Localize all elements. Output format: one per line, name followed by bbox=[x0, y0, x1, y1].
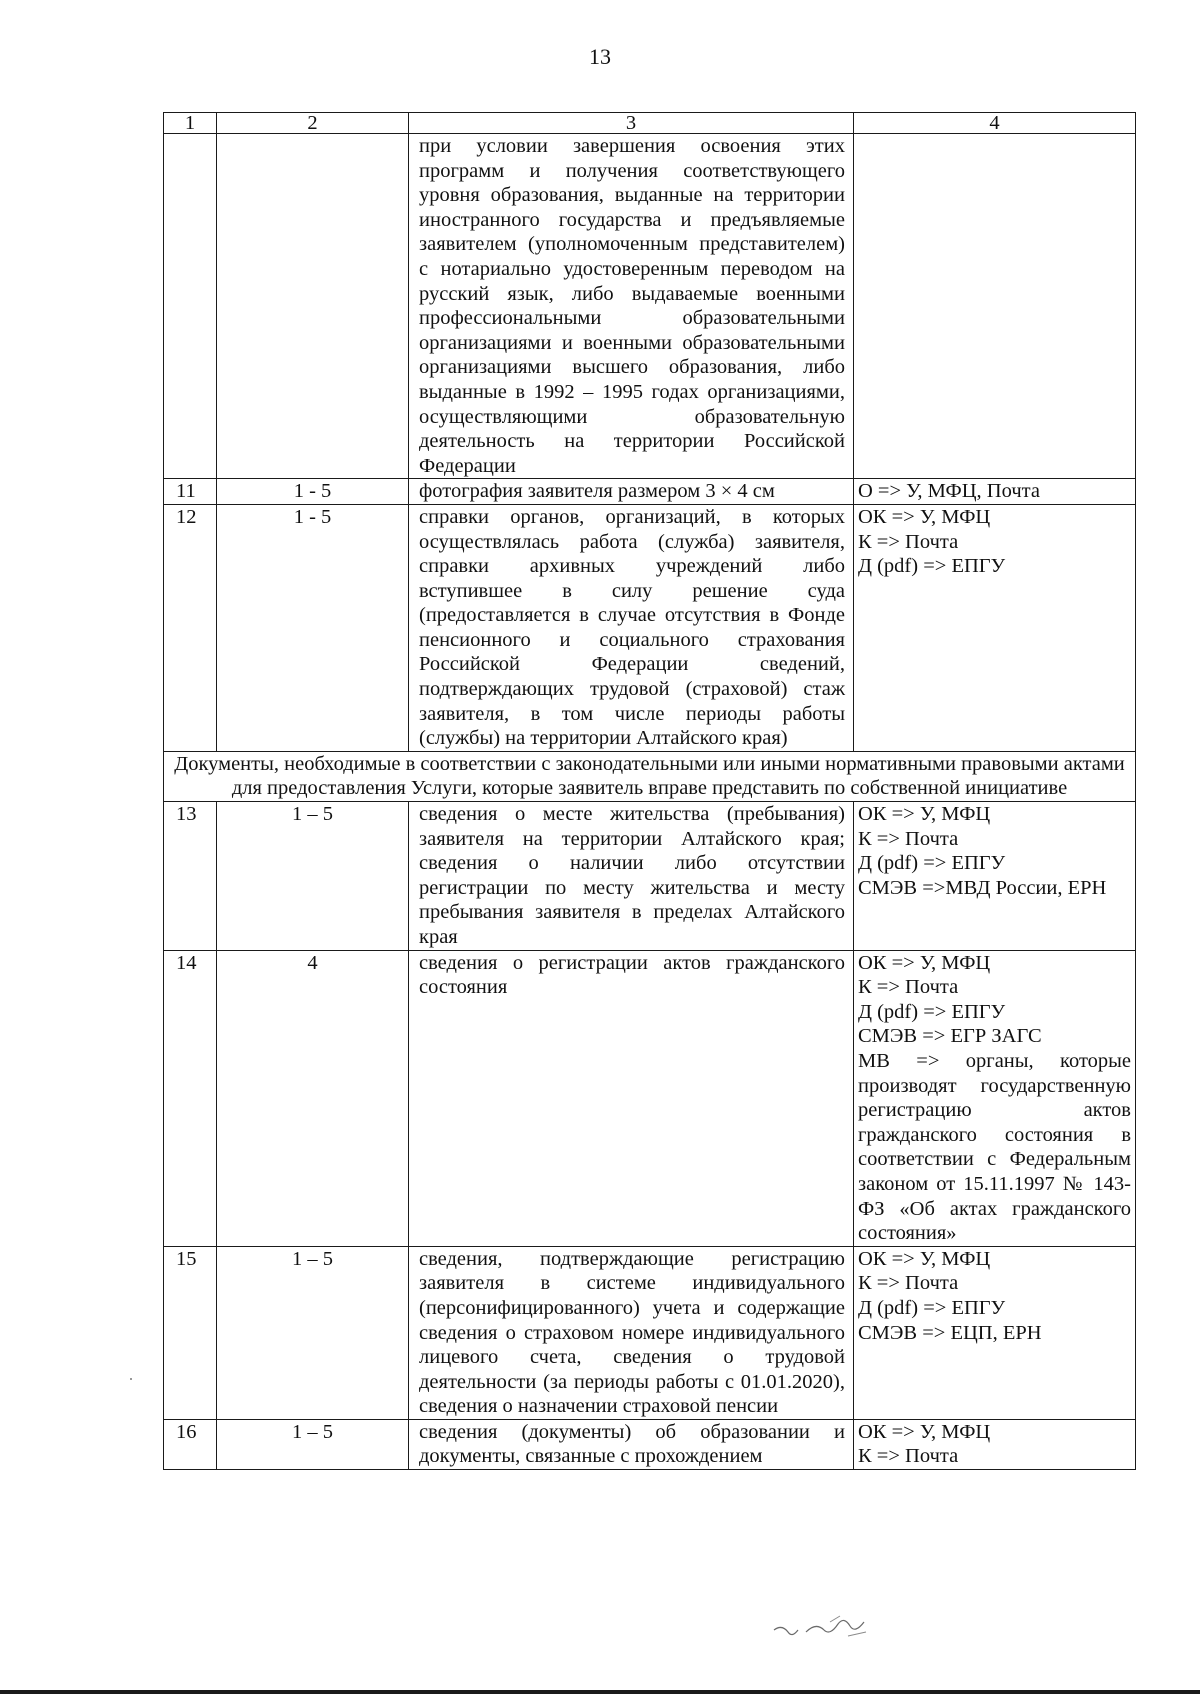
page-bottom-border bbox=[0, 1690, 1200, 1694]
column-number-4: 4 bbox=[854, 113, 1136, 134]
method-line: ОК => У, МФЦ bbox=[858, 1420, 991, 1443]
row-description-cell: сведения о месте жительства (пребывания) заявителя на территории Алтайского края; сведения о наличии либо отсутствии регистрации по месту жительства и месту пребывания заявителя в пределах Алтайского края bbox=[409, 802, 854, 951]
row-number-cell: 11 bbox=[164, 479, 217, 505]
row-form-cell: 1 – 5 bbox=[217, 1419, 409, 1469]
method-line: ОК => У, МФЦ bbox=[858, 505, 991, 528]
section-heading-row bbox=[164, 751, 1136, 801]
table-row bbox=[164, 1246, 1136, 1419]
row-description-cell: сведения, подтверждающие регистрацию заявителя в системе индивидуального (персонифицированного) учета и содержащие сведения о страховом номере индивидуального лицевого счета, сведения о трудовой деятельности (за периоды работы с 01.01.2020), сведения о назначении страховой пенсии bbox=[409, 1246, 854, 1419]
table-row bbox=[164, 950, 1136, 1246]
row-form-cell: 1 - 5 bbox=[217, 504, 409, 751]
documents-table bbox=[163, 112, 1136, 1470]
method-line: Д (pdf) => ЕПГУ bbox=[858, 555, 1006, 578]
signature-mark bbox=[770, 1608, 910, 1642]
table-row bbox=[164, 504, 1136, 751]
row-method-cell bbox=[854, 802, 1136, 951]
column-number-2: 2 bbox=[217, 113, 409, 134]
row-number-cell bbox=[164, 134, 217, 479]
page-number: 13 bbox=[589, 44, 611, 69]
row-method-cell bbox=[854, 950, 1136, 1246]
row-form-cell: 4 bbox=[217, 950, 409, 1246]
method-line: ОК => У, МФЦ bbox=[858, 803, 991, 826]
method-line: К => Почта bbox=[858, 530, 959, 553]
row-description-cell: сведения (документы) об образовании и документы, связанные с прохождением bbox=[409, 1419, 854, 1469]
row-description-cell: при условии завершения освоения этих программ и получения соответствующего уровня образования, выданные на территории иностранного государства и предъявляемые заявителем (уполномоченным представителем) с нотариально удостоверенным переводом на русский язык, либо выдаваемые военными профессиональными образовательными организациями и военными образовательными организациями высшего образования, либо выданные в 1992 – 1995 годах организациями, осуществляющими образовательную деятельность на территории Российской Федерации bbox=[409, 134, 854, 479]
row-description-cell: справки органов, организаций, в которых осуществлялась работа (служба) заявителя, справки архивных учреждений либо вступившее в силу решение суда (предоставляется в случае отсутствия в Фонде пенсионного и социального страхования Российской Федерации сведений, подтверждающих трудовой (страховой) стаж заявителя, в том числе периоды работы (службы) на территории Алтайского края) bbox=[409, 504, 854, 751]
row-method-cell bbox=[854, 504, 1136, 751]
row-number-cell: 13 bbox=[164, 802, 217, 951]
method-line: ОК => У, МФЦ bbox=[858, 1247, 991, 1270]
row-method-cell bbox=[854, 479, 1136, 505]
table-row bbox=[164, 1419, 1136, 1469]
method-line: СМЭВ => ЕЦП, ЕРН bbox=[858, 1321, 1042, 1344]
row-method-cell bbox=[854, 1246, 1136, 1419]
row-number-cell: 14 bbox=[164, 950, 217, 1246]
row-form-cell: 1 – 5 bbox=[217, 1246, 409, 1419]
method-line: К => Почта bbox=[858, 1445, 959, 1468]
method-line: МВ => органы, которые производят государственную регистрацию актов гражданского состояния в соответствии с Федеральным законом от 15.11.1997 № 143-ФЗ «Об актах гражданского состояния» bbox=[858, 1049, 1131, 1245]
row-form-cell: 1 - 5 bbox=[217, 479, 409, 505]
method-line: СМЭВ =>МВД России, ЕРН bbox=[858, 876, 1107, 899]
method-line: Д (pdf) => ЕПГУ bbox=[858, 1000, 1006, 1023]
method-line: СМЭВ => ЕГР ЗАГС bbox=[858, 1025, 1042, 1048]
table-row-continuation bbox=[164, 134, 1136, 479]
column-number-1: 1 bbox=[164, 113, 217, 134]
table-header-row bbox=[164, 113, 1136, 134]
method-line: К => Почта bbox=[858, 976, 959, 999]
row-form-cell bbox=[217, 134, 409, 479]
column-number-3: 3 bbox=[409, 113, 854, 134]
method-line: Д (pdf) => ЕПГУ bbox=[858, 1296, 1006, 1319]
row-method-cell bbox=[854, 1419, 1136, 1469]
row-number-cell: 16 bbox=[164, 1419, 217, 1469]
row-method-cell bbox=[854, 134, 1136, 479]
section-heading: Документы, необходимые в соответствии с законодательными или иными нормативными правовыми актами для предоставления Услуги, которые заявитель вправе представить по собственной инициативе bbox=[164, 751, 1136, 801]
table-row bbox=[164, 479, 1136, 505]
method-line: К => Почта bbox=[858, 1272, 959, 1295]
row-number-cell: 15 bbox=[164, 1246, 217, 1419]
method-line: О => У, МФЦ, Почта bbox=[858, 480, 1040, 503]
table-row bbox=[164, 802, 1136, 951]
method-line: ОК => У, МФЦ bbox=[858, 951, 991, 974]
margin-dot bbox=[130, 1378, 132, 1380]
row-form-cell: 1 – 5 bbox=[217, 802, 409, 951]
method-line: Д (pdf) => ЕПГУ bbox=[858, 852, 1006, 875]
row-description-cell: фотография заявителя размером 3 × 4 см bbox=[409, 479, 854, 505]
method-line: К => Почта bbox=[858, 827, 959, 850]
row-description-cell: сведения о регистрации актов гражданского состояния bbox=[409, 950, 854, 1246]
row-number-cell: 12 bbox=[164, 504, 217, 751]
